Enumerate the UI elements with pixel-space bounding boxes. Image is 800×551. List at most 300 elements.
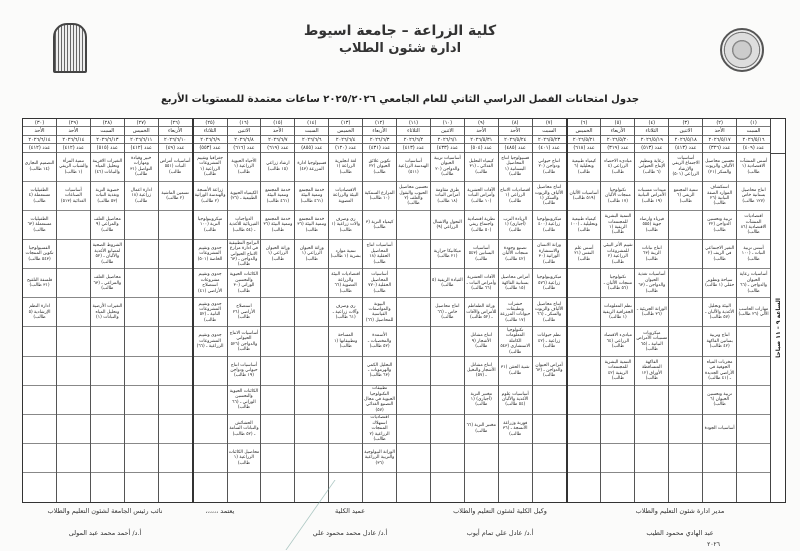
exam-cell: البيئة وتحليل الأغذية والألبان ـ (٥٧ طالب)	[703, 298, 736, 327]
exam-cell	[568, 298, 601, 327]
exam-cell	[125, 357, 158, 386]
exam-cell	[261, 473, 294, 502]
exam-cell	[465, 473, 498, 502]
day-name: السبت	[295, 127, 328, 135]
exam-cell	[669, 298, 702, 327]
exam-cell: اقتصاديات الانتاج الزراعي (١ طالب)	[499, 182, 532, 211]
exam-cell: أساسيات الجودة	[703, 415, 736, 444]
exam-cell	[568, 415, 601, 444]
exam-cell: اقتصاديات استهلاك المنتجات الزراعية (٢ طالب)	[363, 415, 396, 444]
student-count: عدد (٥١٥)	[91, 144, 124, 152]
exam-cell: فسيولوجيا ادارة المزرعة (٤٣)	[295, 153, 328, 182]
exam-cell: زراعة الأنسجة والهندسة الوراثية (٢ طالب)	[194, 182, 227, 211]
exam-cell: أساسيات الصناعات الغذائية (٥١٣)	[57, 182, 90, 211]
signature-role: يعتمد ،،،،،،	[205, 507, 235, 515]
exam-cell: تحسين محاصيل الحبوب والبقول والعلف (٢ طالب)	[397, 182, 430, 211]
exam-cell: انتاج مشاتل الأشجار (٩ طالب)	[465, 327, 498, 356]
exam-cell	[669, 269, 702, 298]
day-number: (٨)	[499, 119, 532, 127]
exam-cell: نظم حيوانات زراعية ـ (٤٢ طالب)	[533, 327, 566, 356]
exam-cell: الحشائش والنباتات السامة ـ (٥٢ طالب)	[228, 415, 261, 444]
day-column	[634, 119, 668, 502]
exam-cell: جدوى وتقييم المشروعات الخاصة (٥٠١)	[194, 240, 227, 269]
student-count: عدد (٤٠١)	[533, 144, 566, 152]
exam-cell	[125, 444, 158, 473]
day-name: الثلاثاء	[397, 127, 430, 135]
exam-cell	[465, 444, 498, 473]
day-name: الأحد	[23, 127, 56, 135]
exam-cell	[295, 444, 328, 473]
exam-cell: تنمية المجتمع الريفي (٦ طالب)	[669, 182, 702, 211]
student-count: عدد (٤٣١)	[363, 144, 396, 152]
exam-cell: أسس تربية النبات ـ (١٠٠ طالب)	[737, 240, 770, 269]
exam-cell	[397, 298, 430, 327]
exam-cell: أمراض محاصيل بستانية الفاكهة (١٥ طالب)	[499, 269, 532, 298]
student-count: عدد (٣١٩)	[601, 144, 634, 152]
exam-cell: وراثة الحيوان الزراعي (١ طالب)	[295, 240, 328, 269]
exam-cell	[397, 357, 430, 386]
exam-date: ٢٠٢٦/٦/٣	[363, 136, 396, 144]
exam-cell	[295, 327, 328, 356]
student-count: عدد (٤١٢)	[23, 144, 56, 152]
day-name: الثلاثاء	[194, 127, 227, 135]
exam-cell	[261, 357, 294, 386]
exam-cell: الكيمياء الحيوية الطبيعية ـ (٢٦)	[228, 182, 261, 211]
exam-cell: خبير وقيادة ومهارات التواصل (٣١ طالب)	[125, 153, 158, 182]
signature-block	[610, 507, 750, 537]
exam-cell	[23, 415, 56, 444]
student-count: عدد (٤١٢)	[57, 144, 90, 152]
exam-cell	[669, 473, 702, 502]
exam-cell	[159, 211, 192, 240]
exam-cell: حشرات وتطبيقات حيوانات المزرعة (١٧ طالب)	[499, 298, 532, 327]
exam-cell	[295, 298, 328, 327]
signature-role: وكيل الكلية لشئون التعليم والطلاب	[453, 507, 547, 515]
exam-cell: تنمية موارد بشرية (١ طالب)	[329, 240, 362, 269]
exam-cell	[669, 415, 702, 444]
exam-cell: انتاج محاصيل الألياف والزيوت والسكر (١ طالب)	[533, 182, 566, 211]
day-number: (١٢)	[363, 119, 396, 127]
exam-cell	[635, 415, 668, 444]
exam-cell	[533, 444, 566, 473]
exam-cell	[159, 327, 192, 356]
student-count: عدد (٥٥٣)	[194, 144, 227, 152]
exam-cell: القيادة الريفية (٥ طالب)	[431, 269, 464, 298]
exam-cell	[533, 415, 566, 444]
exam-cell: الزيادة الترب (أجباري) (١ طالب)	[499, 211, 532, 240]
exam-cell	[397, 386, 430, 415]
exam-cell: أساسيات انتاج حيواني ودواجن (١٩ طالب)	[228, 357, 261, 386]
exam-cell: ميكروبات مسببات الأمراض النباتية ـ (٦٥ طالب)	[635, 327, 668, 356]
exam-cell: التنمية البشرية للمجتمعات الريفية (٤٢ طالب)	[601, 357, 634, 386]
exam-cell: التغيرات الأرضية وتحليل المياه والنباتات (١)	[91, 298, 124, 327]
exam-cell: انتاج مشاتل الأشجار والنخيل ـ (٥٧)	[465, 357, 498, 386]
exam-cell: الفسيولوجيا تكوين المنتجات (٥٤٣ طالب)	[23, 240, 56, 269]
day-name: السبت	[533, 127, 566, 135]
day-name: الاثنين	[669, 127, 702, 135]
exam-cell: نظرية اقتصادية واجتماع ريفي (٥٠ طالب)	[465, 211, 498, 240]
exam-cell: الدواجنات الفيزيائية للأغذية ـ (٥٤ طالب)	[228, 211, 261, 240]
exam-cell: فلسفة التلقيح (٣١ طالب)	[23, 269, 56, 298]
day-number: (٧)	[533, 119, 566, 127]
exam-date: ٢٠٢٦/٦/٩	[194, 136, 227, 144]
exam-cell: أساسيات المحاصيل الحقلية (٧٧٠ طالب)	[363, 269, 396, 298]
exam-cell: مخزنات المياه الجوفية في الأراضي الجديدة ـ (٤١ طالب)	[703, 357, 736, 386]
day-name: الأربعاء	[159, 127, 192, 135]
exam-cell	[431, 357, 464, 386]
day-number: (٥)	[601, 119, 634, 127]
signature-name: أ.د/ عادل علي تمام أيوب	[466, 529, 534, 537]
exam-cell: أساسيات الألبان (٥١٩ طالب)	[568, 182, 601, 211]
handwritten-date: ٢٠٢٦	[707, 541, 720, 548]
exam-cell: رعاية وتنظيم الإنتاج الحيواني (٦ طالب)	[635, 153, 668, 182]
day-column	[158, 119, 192, 502]
exam-cell: وراثة الحيوان الزراعي (١ طالب)	[261, 240, 294, 269]
exam-cell: طرق مقاومة أمراض النبات (١٨ طالب)	[431, 182, 464, 211]
student-count: عدد (٤٩)	[159, 144, 192, 152]
exam-cell	[125, 386, 158, 415]
exam-date: ٢٠٢٦/٦/١٠	[159, 136, 192, 144]
student-count: عدد (٤١٣)	[397, 144, 430, 152]
exam-cell	[159, 415, 192, 444]
exam-cell: انتاج حيواني ودواجن (٢٠ طالب)	[533, 153, 566, 182]
exam-cell: فورتة وزراعة الأنسجة ـ (٣٦ طالب)	[499, 415, 532, 444]
exam-cell	[57, 415, 90, 444]
exam-cell: مبادىء الاقتصاد الزراعي (٦٤ طالب)	[601, 327, 634, 356]
corner-label	[771, 119, 785, 154]
exam-cell	[431, 386, 464, 415]
exam-cell: أساسيات تربية الحيوان والدواجن (٢٠ طالب)	[431, 153, 464, 182]
student-count: عدد (٦١٨)	[568, 144, 601, 152]
exam-cell: البرامج التطبيقية في ادارة مزارع الانتاج الحيواني والدواجن ـ (٦٣ طالب)	[228, 240, 260, 268]
exam-cell: فيزياء وارصاد جوية (٥٥٥ طالب)	[635, 211, 668, 240]
exam-cell	[194, 473, 227, 502]
day-number: (١٥)	[261, 119, 294, 127]
exam-cell	[669, 327, 702, 356]
signature-name: أ.د/ أحمد محمد عبد المولى	[68, 529, 142, 537]
exam-cell	[669, 240, 702, 269]
exam-cell	[159, 298, 192, 327]
exam-cell	[261, 386, 294, 415]
exam-cell	[23, 386, 56, 415]
day-column	[464, 119, 498, 502]
exam-cell: سياحة وتطوير حقلي (١ طالب)	[703, 269, 736, 298]
exam-cell	[533, 473, 566, 502]
day-name: الخميس	[329, 127, 362, 135]
exam-cell	[91, 444, 124, 473]
exam-cell	[601, 444, 634, 473]
exam-cell: لغة انجليزية الزراعة (١ طالب)	[329, 153, 362, 182]
day-column	[396, 119, 430, 502]
exam-cell	[194, 444, 227, 473]
exam-cell: أسس علم النفس (٢١ طالب)	[568, 240, 601, 269]
day-column	[430, 119, 464, 502]
exam-cell	[159, 269, 192, 298]
exam-cell: تقييم الأثر البيئي للمشروعات الزراعية (٢ طالب)	[601, 240, 634, 269]
exam-cell: أساسيات علوم الأغذية والألبان (٥٤ طالب)	[499, 386, 532, 415]
exam-cell: تطبيقات التكنولوجيا الحيوية في مجال التصنيع الغذائي (٥٧)	[364, 386, 395, 413]
exam-cell	[295, 269, 328, 298]
exam-cell: ميكانيكا حرارية (٢١ طالب)	[431, 240, 464, 269]
exam-cell: خصوبة التربة وتغذية النبات (٥٣ طالب)	[91, 182, 124, 211]
exam-cell: الوراثة الجزيئية ـ (٣٦ طالب)	[635, 298, 668, 327]
exam-date: ٢٠٢٦/٦/٤	[329, 136, 362, 144]
exam-cell: كيمياء طبيعية وتحليلية (٦ طالب)	[568, 153, 601, 182]
exam-cell: نظم المعلومات الجغرافية الريفية (١ طالب)	[601, 298, 634, 327]
exam-cell	[159, 444, 192, 473]
exam-cell	[57, 269, 90, 298]
exam-cell	[601, 415, 634, 444]
exam-cell: مبادىء الاحصاء الزراعي (٤ طالب)	[601, 153, 634, 182]
exam-cell	[669, 386, 702, 415]
exam-cell: محاصيل العلف والمراعي (٩ طالب)	[91, 211, 124, 240]
day-column	[56, 119, 90, 502]
exam-date: ٢٠٢٦/٦/٢	[397, 136, 430, 144]
exam-cell: انتاج محاصيل خاص ـ (٦٦ طالب)	[431, 298, 464, 327]
exam-cell	[703, 444, 736, 473]
exam-cell	[431, 473, 464, 502]
day-number: (٢٩)	[57, 119, 90, 127]
day-number: (٢٧)	[125, 119, 158, 127]
exam-cell	[159, 473, 192, 502]
exam-cell: خدمة المجتمع وتنمية البيئة (٤٦١ طالب)	[261, 182, 294, 211]
day-column	[192, 119, 227, 502]
exam-cell	[57, 357, 90, 386]
day-number: (٢)	[703, 119, 736, 127]
exam-cell	[23, 357, 56, 386]
exam-cell: انتاج وتربية بساتين الفاكهة (٤٢ طالب)	[703, 327, 736, 356]
exam-cell	[431, 327, 464, 356]
student-count: عدد (٤٨٥)	[499, 144, 532, 152]
exam-date: ٢٠٢٦/٦/١	[431, 136, 464, 144]
day-column	[668, 119, 702, 502]
exam-date: ٢٠٢٦/٦/١٤	[57, 136, 90, 144]
exam-date: ٢٠٢٦/٥/٢١	[568, 136, 601, 144]
exam-cell: مبيدات مسببات الأمراض النباتية (١٩ طالب)	[635, 182, 668, 211]
student-count: عدد (٣٢٦)	[703, 144, 736, 152]
exam-cell	[261, 269, 294, 298]
exam-cell	[57, 298, 90, 327]
exam-cell: التغير الاجتماعي في الريف (٢ طالب)	[703, 240, 736, 269]
exam-cell: الكائنات الحيوية والتحسين الوراثي ـ (٦٦ طالب)	[228, 386, 261, 415]
exam-cell: ري وصرف والات زراعية (١ طالب)	[329, 211, 362, 240]
exam-cell	[431, 444, 464, 473]
exam-cell	[397, 415, 430, 444]
exam-cell	[23, 327, 56, 356]
student-count: عدد (٥١٣)	[635, 144, 668, 152]
signatures-footer	[0, 505, 800, 551]
exam-cell	[125, 298, 158, 327]
exam-cell: مختبر التربة (٦٦ طالب)	[465, 415, 498, 444]
exam-cell	[397, 327, 430, 356]
exam-cell: أساسيات الاجتماع الريفي والإرشاد الزراعي (٥٠١)	[669, 153, 702, 182]
exam-cell: فسيولوجيا انتاج المحاصيل البستانية (١ طالب)	[499, 153, 532, 182]
exam-cell	[57, 386, 90, 415]
exam-cell: كيمياء طبيعية وتحليلية ـ (١٠٠ طالب)	[568, 211, 601, 240]
exam-date: ٢٠٢٦/٦/١٤	[23, 136, 56, 144]
student-count: عدد (٦١٩)	[261, 144, 294, 152]
exam-cell	[568, 386, 601, 415]
exam-cell	[703, 473, 736, 502]
day-column	[227, 119, 261, 502]
exam-cell: ميكروبيولوجيا التربة (١٠٠ طالب)	[194, 211, 227, 240]
exam-cell: التصميم التجاري (١٤ طالب)	[23, 153, 56, 182]
exam-cell	[125, 211, 158, 240]
exam-cell: جدوى وتقييم المشروعات الزراعية ـ (٦٦)	[194, 327, 227, 356]
exam-cell	[499, 473, 532, 502]
student-count: عدد (٤١٢)	[125, 144, 158, 152]
day-column	[90, 119, 124, 502]
exam-cell: انتاج نباتات الزينة (٦٣ طالب)	[635, 240, 668, 269]
exam-cell: تكنولوجيا المعلومات الكاملة الاستشاري (٥٤٣ طالب)	[500, 328, 531, 355]
exam-cell: كيمياء التربة (٣ طالب)	[363, 211, 396, 240]
exam-cell	[23, 473, 56, 502]
day-name: الأربعاء	[601, 127, 634, 135]
exam-cell: المزارع السمكية (١٠ طالب)	[363, 182, 396, 211]
student-count: عدد (٤٠٩)	[737, 144, 770, 152]
exam-cell: تقنية الحقن (٣١ طالب)	[499, 357, 532, 386]
exam-cell	[397, 269, 430, 298]
exam-cell: اقتصاديات المنشآت الاقتصادية (٨٦ طالب)	[737, 211, 770, 240]
exam-cell	[431, 415, 464, 444]
student-count: عدد (٤١٣)	[669, 144, 702, 152]
exam-cell	[261, 444, 294, 473]
signature-block	[420, 507, 580, 537]
exam-cell	[125, 327, 158, 356]
exam-cell: الفاكهة المتساقطة الأوراق (١٢ طالب)	[635, 357, 668, 386]
signature-block	[20, 507, 190, 537]
exam-cell: التحول والاشتال الزراعي (٩)	[431, 211, 464, 240]
exam-cell: ميكروبيولوجيا زراعية (٥٧٦ طالب)	[533, 269, 566, 298]
exam-cell	[194, 386, 227, 415]
day-name: السبت	[91, 127, 124, 135]
exam-cell	[329, 386, 362, 415]
schedule-title: جدول امتحانات الفصل الدراسي الثاني للعام الجامعي ٢٠٢٥/٢٠٢٦ ساعات معتمدة للمستويات الأربع	[160, 94, 640, 105]
day-column	[498, 119, 532, 502]
exam-cell	[91, 357, 124, 386]
exam-cell	[737, 386, 770, 415]
exam-cell: الشروط الصحية لمصانع الأغذية والألبان ـ (٥٢ طالب)	[91, 240, 124, 269]
day-columns	[23, 119, 770, 502]
exam-date: ٢٠٢٦/٥/١٦	[737, 136, 770, 144]
day-number: (١٦)	[228, 119, 261, 127]
day-number: (١٠)	[431, 119, 464, 127]
department-name: ادارة شئون الطلاب	[338, 41, 462, 56]
exam-cell	[601, 473, 634, 502]
day-name: السبت	[737, 127, 770, 135]
exam-cell: تكنولوجيا منتجات الألبان ـ (٥٦ طالب)	[601, 269, 634, 298]
student-count: عدد (٥٠٤)	[465, 144, 498, 152]
exam-cell: مهارات الحاسب الآلي (٢٦ طالب)	[737, 298, 770, 327]
exam-cell	[125, 269, 158, 298]
exam-cell	[295, 357, 328, 386]
day-name: الاثنين	[228, 127, 261, 135]
day-name: الخميس	[125, 127, 158, 135]
exam-cell	[194, 415, 227, 444]
exam-cell: الكائنات الحيوية والتحسين الوراثي (٣٠ طالب)	[228, 269, 261, 298]
exam-cell	[228, 473, 261, 502]
day-number: (١٤)	[295, 119, 328, 127]
day-column	[566, 119, 601, 502]
day-number: (١١)	[397, 119, 430, 127]
exam-cell: وراثة الطماطم للأمراض والآفات ـ (٥٢ طالب)	[465, 298, 498, 327]
exam-cell: أساسيات الهندسة الزراعية (٥١١)	[397, 153, 430, 182]
exam-date: ٢٠٢٦/٥/١٩	[635, 136, 668, 144]
exam-cell	[91, 415, 124, 444]
day-name: الأربعاء	[363, 127, 396, 135]
exam-cell	[159, 240, 192, 269]
faculty-name: كلية الزراعة – جامعة اسيوط	[303, 23, 497, 39]
exam-date: ٢٠٢٦/٦/٧	[261, 136, 294, 144]
exam-cell	[125, 240, 158, 269]
exam-cell: أساسيات الانتاج الحيواني والدواجن (٥٢٦ طالب)	[228, 327, 261, 356]
day-number: (٢٦)	[159, 119, 192, 127]
document-header	[0, 22, 800, 57]
exam-cell	[601, 386, 634, 415]
exam-cell	[737, 415, 770, 444]
signature-role: مدير ادارة شئون التعليم والطلاب	[635, 507, 725, 515]
student-count: عدد (٤٣٣)	[431, 144, 464, 152]
exam-cell	[635, 473, 668, 502]
day-column	[736, 119, 770, 502]
day-number: (١٣)	[329, 119, 362, 127]
exam-date: ٢٠٢٦/٥/٢٣	[533, 136, 566, 144]
exam-cell: تحسين محاصيل الألياف والزيوت والسكر (٢١)	[703, 153, 736, 182]
exam-cell: أمراض الحيوان والدواجن ـ (٦٣ طالب)	[533, 357, 566, 386]
student-count: عدد (٦١٦)	[228, 144, 261, 152]
exam-cell	[329, 444, 362, 473]
exam-cell	[57, 240, 90, 269]
exam-cell	[57, 327, 90, 356]
exam-cell	[397, 444, 430, 473]
exam-cell	[57, 444, 90, 473]
day-column	[124, 119, 158, 502]
exam-cell: خدمة المجتمع وتنمية البيئة (٣٦ طالب)	[261, 211, 294, 240]
exam-cell: تنمية المرأة والشباب الريفي (١ طالب)	[57, 153, 90, 182]
exam-cell	[261, 298, 294, 327]
exam-cell	[125, 415, 158, 444]
exam-cell	[295, 386, 328, 415]
exam-cell: أساسيات تغذية الحيوان والدواجن ـ (٦٣ طالب)	[635, 269, 668, 298]
day-name: الاثنين	[431, 127, 464, 135]
day-name: الخميس	[568, 127, 601, 135]
exam-cell	[329, 415, 362, 444]
day-number: (٩)	[465, 119, 498, 127]
exam-cell	[737, 473, 770, 502]
exam-cell: استكشاف الموارد الصفة النباتية (٢٦ طالب)	[703, 182, 736, 211]
exam-cell	[125, 473, 158, 502]
exam-cell: أساسيات البساتين (٥٤٣ طالب)	[465, 240, 498, 269]
exam-cell: التغيرات الاقرينة وتحليل المياه والنباتات (٤٦)	[91, 153, 124, 182]
exam-cell: ارشاد زراعي (١٥ طالب)	[261, 153, 294, 182]
day-column	[260, 119, 294, 502]
exam-cell	[91, 386, 124, 415]
exam-cell	[669, 444, 702, 473]
signature-role: عميد الكلية	[334, 507, 366, 515]
exam-cell: تصنيع وجودة منتجات الألبان (٤٢ طالب)	[499, 240, 532, 269]
day-column	[702, 119, 736, 502]
exam-cell: الآفات الحشرية وأمراض النبات ـ (٦٦ طالب)	[465, 269, 498, 298]
exam-cell	[737, 444, 770, 473]
day-number: (٢٥)	[194, 119, 227, 127]
exam-cell	[329, 357, 362, 386]
day-column	[532, 119, 566, 502]
day-name: الأحد	[261, 127, 294, 135]
exam-cell: تكوين علائق الحيوان (٢٢ طالب)	[363, 153, 396, 182]
exam-cell: مختبر التربة (أجباري) (١ طالب)	[465, 386, 498, 415]
exam-cell	[159, 386, 192, 415]
exam-cell: أسس المنشآت الاقتصادية (١ طالب)	[737, 153, 770, 182]
